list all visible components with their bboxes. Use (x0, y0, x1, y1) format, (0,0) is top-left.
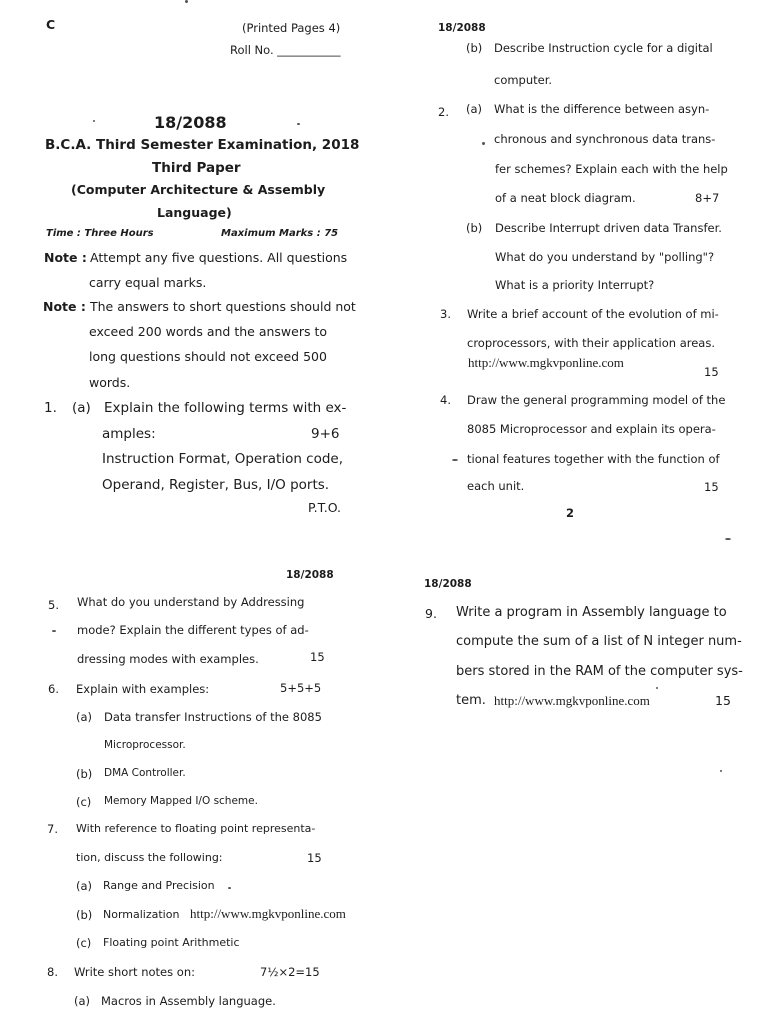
exam-title: B.C.A. Third Semester Examination, 2018 (45, 137, 360, 153)
question-text: Write short notes on: (74, 965, 195, 979)
paper-code: 18/2088 (438, 22, 486, 34)
question-text: What is the difference between asyn- (494, 102, 710, 116)
scan-speck (185, 0, 188, 3)
printed-pages: (Printed Pages 4) (242, 21, 341, 35)
question-text: Describe Interrupt driven data Transfer. (495, 221, 722, 235)
question-text: Macros in Assembly language. (101, 994, 276, 1008)
note-label: Note : (44, 250, 87, 265)
question-marks: 5+5+5 (280, 681, 322, 695)
subject-line-1: (Computer Architecture & Assembly (71, 182, 326, 197)
question-text: Draw the general programming model of the (467, 393, 726, 407)
question-text: tem. (456, 693, 486, 708)
question-number: 9. (425, 606, 437, 621)
question-text: Write a program in Assembly language to (456, 605, 727, 620)
question-number: 8. (47, 965, 58, 979)
paper-code: 18/2088 (154, 113, 227, 132)
question-text: tion, discuss the following: (76, 851, 223, 864)
question-text: Instruction Format, Operation code, (102, 451, 344, 467)
paper-code: 18/2088 (286, 569, 334, 581)
question-text: fer schemes? Explain each with the help (495, 162, 728, 176)
paper-number: Third Paper (152, 160, 241, 176)
question-marks: 8+7 (695, 191, 720, 205)
question-text: compute the sum of a list of N integer num- (456, 634, 742, 649)
question-text: DMA Controller. (104, 767, 186, 779)
question-part: (b) (466, 41, 483, 55)
question-number: 3. (440, 307, 451, 321)
time-allowed: Time : Three Hours (46, 228, 154, 239)
question-text: What do you understand by "polling"? (495, 250, 715, 264)
question-part: (b) (76, 908, 93, 922)
roll-number: Roll No. ___________ (230, 43, 341, 57)
question-text: tional features together with the function of (467, 452, 720, 466)
note-text: Attempt any five questions. All questions (90, 250, 348, 265)
scan-speck (725, 538, 731, 540)
question-text: dressing modes with examples. (77, 652, 259, 666)
question-part: (b) (466, 221, 483, 235)
question-marks: 9+6 (311, 426, 340, 442)
question-part: (a) (74, 994, 91, 1008)
question-text: computer. (494, 73, 553, 87)
question-number: 6. (48, 682, 59, 696)
note-text: carry equal marks. (89, 275, 207, 290)
question-text: Range and Precision (103, 879, 215, 892)
question-text: Floating point Arithmetic (103, 936, 240, 949)
scan-speck (452, 459, 458, 461)
question-text: each unit. (467, 479, 525, 493)
note-text: long questions should not exceed 500 (89, 349, 327, 364)
question-text: 8085 Microprocessor and explain its opera- (467, 422, 716, 436)
question-number: 5. (48, 598, 59, 612)
question-part: (b) (76, 767, 93, 781)
website-url: http://www.mgkvponline.com (494, 693, 650, 708)
question-part: (c) (76, 795, 92, 809)
question-marks: 15 (310, 650, 325, 664)
scan-speck (228, 887, 231, 889)
scan-speck (720, 770, 722, 772)
website-url: http://www.mgkvponline.com (468, 355, 624, 370)
question-text: Explain with examples: (76, 682, 210, 696)
question-text: What is a priority Interrupt? (495, 278, 655, 292)
question-part: (a) (76, 710, 93, 724)
paper-code: 18/2088 (424, 578, 472, 590)
question-text: Data transfer Instructions of the 8085 (104, 710, 322, 724)
question-text: Memory Mapped I/O scheme. (104, 795, 258, 807)
question-marks: 15 (307, 851, 322, 865)
note-text: exceed 200 words and the answers to (89, 324, 328, 339)
question-text: Explain the following terms with ex- (104, 400, 347, 416)
question-number: 4. (440, 393, 451, 407)
scan-speck (93, 120, 95, 122)
note-text: words. (89, 375, 131, 390)
website-url: http://www.mgkvponline.com (190, 906, 346, 921)
page-number: 2 (566, 506, 575, 520)
note-text: The answers to short questions should not (90, 299, 356, 314)
subject-line-2: Language) (157, 205, 232, 220)
question-text: What do you understand by Addressing (77, 595, 305, 609)
question-text: bers stored in the RAM of the computer sys- (456, 664, 743, 679)
question-part: (a) (466, 102, 483, 116)
question-text: croprocessors, with their application areas. (467, 336, 715, 350)
scan-speck (52, 630, 56, 632)
question-marks: 15 (704, 365, 719, 379)
maximum-marks: Maximum Marks : 75 (221, 228, 339, 239)
scan-speck (297, 123, 300, 125)
question-number: 7. (47, 822, 58, 836)
question-text: Normalization (103, 908, 180, 921)
question-part: (c) (76, 936, 92, 950)
question-part: (a) (72, 400, 91, 416)
corner-mark: C (46, 17, 56, 32)
question-marks: 15 (715, 693, 731, 708)
question-text: of a neat block diagram. (495, 191, 636, 205)
scan-speck (656, 687, 658, 689)
question-text: Microprocessor. (104, 739, 186, 751)
question-text: Describe Instruction cycle for a digital (494, 41, 713, 55)
question-marks: 15 (704, 480, 719, 494)
question-number: 2. (438, 105, 449, 119)
scan-speck (482, 142, 485, 145)
question-text: chronous and synchronous data trans- (494, 132, 716, 146)
question-text: mode? Explain the different types of ad- (77, 623, 309, 637)
question-part: (a) (76, 879, 93, 893)
note-label: Note : (43, 299, 86, 314)
question-marks: 7½×2=15 (260, 965, 320, 979)
pto-mark: P.T.O. (308, 500, 341, 515)
question-text: With reference to floating point representa- (76, 822, 316, 835)
question-number: 1. (44, 400, 57, 416)
question-text: Operand, Register, Bus, I/O ports. (102, 477, 330, 493)
question-text: amples: (102, 426, 156, 442)
question-text: Write a brief account of the evolution of mi- (467, 307, 719, 321)
